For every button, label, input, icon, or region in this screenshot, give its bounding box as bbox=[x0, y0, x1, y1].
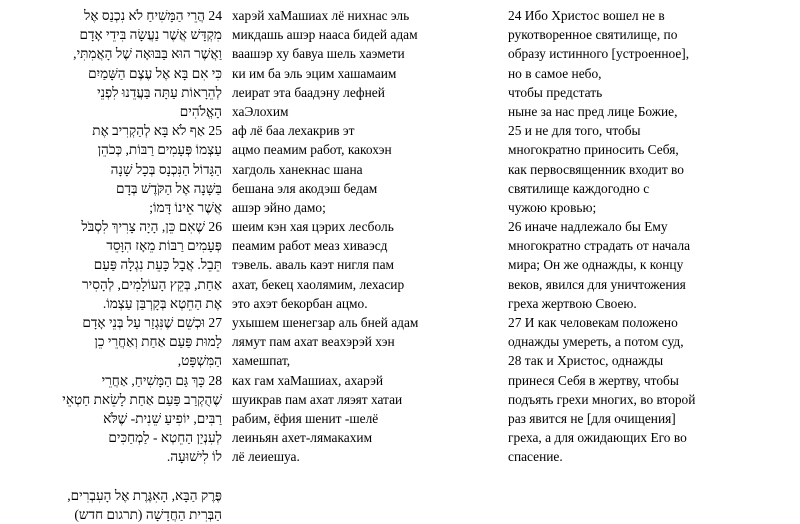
hebrew-line: עַצְמוֹ פְּעָמִים רַבּוֹת, כְּכֹהֵן bbox=[97, 142, 222, 158]
hebrew-line: הַבְּרִית הַחֲדָשָׁה (תרגום חדש) bbox=[74, 506, 222, 522]
russian-line: 27 И как человекам положено bbox=[508, 315, 678, 330]
russian-line: веков, явился для уничтожения bbox=[508, 276, 686, 292]
transliteration-line: ахат, бекец хаолямим, лехасир bbox=[232, 276, 405, 292]
russian-line: чтобы предстать bbox=[508, 84, 603, 100]
transliteration-line: шуикрав пам ахат ляэят хатаи bbox=[232, 391, 403, 407]
hebrew-line: מִקְדָּשׁ אֲשֶׁר נַעֲשָׂה בִּידֵי אָדָם bbox=[79, 27, 222, 43]
russian-line: принеся Себя в жертву, чтобы bbox=[508, 372, 679, 388]
transliteration-line: ки им ба эль эцим хашамаим bbox=[232, 65, 397, 81]
transliteration-line: хамешпат, bbox=[232, 353, 291, 369]
transliteration-line: микдашь ашэр нааса бидей адам bbox=[232, 27, 418, 43]
transliteration-line: хагдоль ханекнас шана bbox=[232, 161, 363, 177]
russian-line: раз явится не [для очищения] bbox=[508, 410, 676, 426]
hebrew-line: בַּשָּׁנָה אֶל הַקֹּדֶשׁ בְּדָם bbox=[116, 180, 222, 196]
transliteration-line: шеим кэн хая цэрих лесболь bbox=[232, 219, 394, 235]
hebrew-line: 26 שֶׁאִם כֵּן, הָיָה צָרִיךְ לִסְבֹּל bbox=[81, 219, 222, 235]
hebrew-line: אֲשֶׁר אֵינוֹ דָּמוֹ; bbox=[149, 199, 222, 215]
hebrew-line: פְּעָמִים רַבּוֹת מֵאָז הִוָּסֵד bbox=[106, 238, 222, 254]
hebrew-line: הַגָּדוֹל הַנִּכְנָס בְּכָל שָׁנָה bbox=[110, 161, 222, 177]
transliteration-line: лё леиешуа. bbox=[232, 449, 300, 465]
transliteration-line: тэвель. аваль каэт нигля пам bbox=[232, 257, 395, 273]
russian-line: но в самое небо, bbox=[508, 65, 602, 81]
hebrew-line: פֶּרֶק הַבָּא, הָאִגֶּרֶת אֶל הָעִבְרִים, bbox=[67, 487, 222, 503]
transliteration-column bbox=[232, 6, 502, 467]
hebrew-line: אַחַת, בְּקֵץ הָעוֹלָמִים, לְהָסִיר bbox=[82, 276, 222, 292]
russian-line: подъять грехи многих, во второй bbox=[508, 391, 696, 407]
hebrew-line: אֶת הַחֵטְא בְּקָרְבַּן עַצְמוֹ. bbox=[102, 295, 222, 311]
russian-column bbox=[508, 6, 798, 467]
hebrew-line: 25 אַף לֹא בָּא לְהַקְרִיב אֶת bbox=[92, 123, 222, 139]
transliteration-line: леиньян ахет-лямакахим bbox=[232, 430, 373, 446]
hebrew-line: וַאֲשֶׁר הוּא בַּבּוּאָה שֶׁל הָאֲמִתִּי, bbox=[73, 46, 222, 62]
russian-line: спасение. bbox=[508, 449, 563, 465]
transliteration-line: леират эта баадэну лефней bbox=[232, 84, 385, 100]
hebrew-line bbox=[4, 467, 222, 486]
hebrew-line: 27 וּכְשֵׁם שֶׁנִּגְזַר עַל בְּנֵי אָדָם bbox=[82, 315, 222, 330]
hebrew-line: 24 הֲרֵי הַמָּשִׁיחַ לֹא נִכְנַס אֶל bbox=[83, 8, 222, 23]
russian-line: многократно приносить Себя, bbox=[508, 142, 679, 158]
hebrew-line: לוֹ לִישׁוּעָה. bbox=[166, 449, 222, 465]
russian-line: рукотворенное святилище, по bbox=[508, 27, 678, 43]
russian-line: ныне за нас пред лице Божие, bbox=[508, 103, 678, 119]
transliteration-line: это ахэт бекорбан ацмо. bbox=[232, 295, 368, 311]
transliteration-line: ваашэр ху бавуа шель хаэмети bbox=[232, 46, 405, 62]
transliteration-line: харэй хаМашиах лё нихнас эль bbox=[232, 8, 410, 23]
transliteration-line: ухышем шенегзар аль бней адам bbox=[232, 315, 419, 330]
hebrew-column bbox=[4, 6, 222, 524]
hebrew-line: לְהֵרָאוֹת עַתָּה בַּעֲדֵנוּ לִפְנֵי bbox=[97, 84, 222, 100]
transliteration-line: лямут пам ахат веахэрэй хэн bbox=[232, 334, 395, 350]
hebrew-line: לָמוּת פַּעַם אַחַת וְאַחֲרֵי כֵן bbox=[94, 334, 222, 350]
russian-line: образу истинного [устроенное], bbox=[508, 46, 690, 62]
hebrew-line: לְעִנְיַן הַחֵטְא - לַמְחַכִּים bbox=[108, 430, 222, 446]
transliteration-line: ашэр эйно дамо; bbox=[232, 199, 326, 215]
russian-line: греха жертвою Своею. bbox=[508, 295, 637, 311]
transliteration-line: ках гам хаМашиах, ахарэй bbox=[232, 372, 384, 388]
transliteration-line: бешана эля акодэш бедам bbox=[232, 180, 378, 196]
hebrew-line: הָאֱלֹהִים bbox=[179, 103, 222, 119]
russian-line: 25 и не для того, чтобы bbox=[508, 123, 641, 139]
russian-line: однажды умереть, а потом суд, bbox=[508, 334, 684, 350]
russian-line: святилище каждогодно с bbox=[508, 180, 650, 196]
russian-line: 26 иначе надлежало бы Ему bbox=[508, 219, 668, 235]
russian-line: 28 так и Христос, однажды bbox=[508, 353, 664, 369]
transliteration-line: рабим, ёфия шенит -шелё bbox=[232, 410, 379, 426]
russian-line: чужою кровью; bbox=[508, 199, 597, 215]
hebrew-line: הַמִּשְׁפָּט, bbox=[177, 353, 222, 369]
russian-line: 24 Ибо Христос вошел не в bbox=[508, 8, 665, 23]
russian-line: многократно страдать от начала bbox=[508, 238, 691, 254]
transliteration-line: хаЭлохим bbox=[232, 103, 289, 119]
russian-line: как первосвященник входит во bbox=[508, 161, 684, 177]
transliteration-line: пеамим работ меаз хиваэсд bbox=[232, 238, 388, 254]
russian-line: мира; Он же однажды, к концу bbox=[508, 257, 684, 273]
transliteration-line: аф лё баа лехакрив эт bbox=[232, 123, 355, 139]
transliteration-line: ацмо пеамим работ, какохэн bbox=[232, 142, 392, 158]
hebrew-line: שֶׁהֻקְרַב פַּעַם אַחַת לָשֵׂאת חַטְאֵי bbox=[62, 391, 222, 407]
hebrew-line: 28 כָּךְ גַּם הַמָּשִׁיחַ, אַחֲרֵי bbox=[101, 372, 222, 388]
hebrew-line: תֵּבֵל. אֲבָל כָּעֵת נִגְלָה פַּעַם bbox=[93, 257, 222, 273]
hebrew-line: רַבִּים, יוֹפִיעַ שֵׁנִית- שֶׁלֹּא bbox=[103, 410, 222, 426]
russian-line: греха, а для ожидающих Его во bbox=[508, 430, 687, 446]
hebrew-line: כִּי אִם בָּא אֶל עֶצֶם הַשָּׁמַיִם bbox=[88, 65, 222, 81]
